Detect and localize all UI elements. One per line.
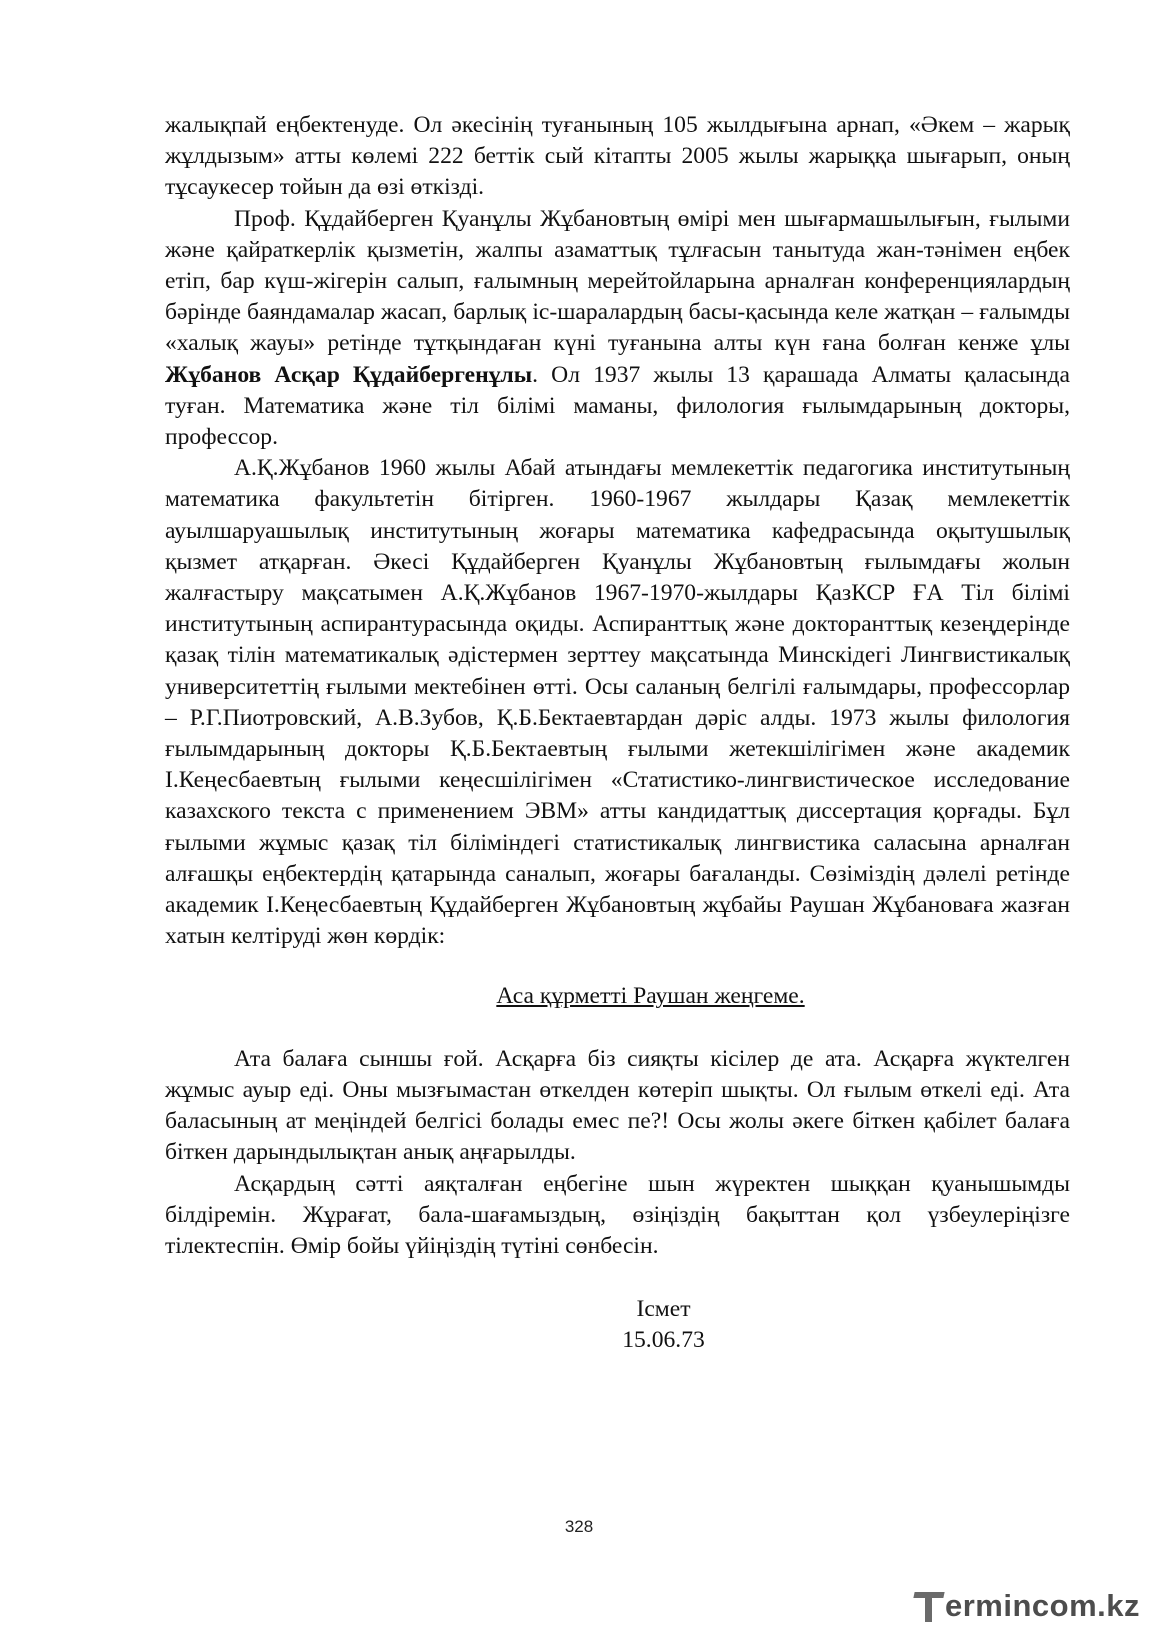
signature-date: 15.06.73 xyxy=(622,1327,705,1354)
person-name-bold: Жұбанов Асқар Құдайбергенұлы xyxy=(165,361,533,388)
paragraph-2-text-end: . Ол 1937 жылы 13 қарашада Алматы қаласында туған. Математика және тіл білімі маманы, филология ғылымдарының докторы, профессор. xyxy=(165,361,1070,451)
t-letter-logo-icon xyxy=(914,1588,944,1624)
page-number: 328 xyxy=(564,1517,594,1536)
watermark-logo xyxy=(914,1584,1140,1628)
paragraph-2-text-start: Проф. Құдайберген Қуанұлы Жұбановтың өмірі мен шығармашылығын, ғылыми және қайраткерлік қызметін, жалпы азаматтық тұлғасын танытуда жан-тәнімен еңбек етіп, бар күш-жігерін салып, ғалымның мерейтойларына арналған конференциялардың бәрінде баяндамалар жасап, барлық іс-шаралардың басы-қасында келе жатқан – ғалымды «халық жауы» ретінде тұтқындаған күні туғанына алты күн ғана болған кенже ұлы xyxy=(165,205,1070,357)
letter-title: Аса құрметті Раушан жеңгеме. xyxy=(496,983,805,1010)
signature-name: Ісмет xyxy=(636,1296,691,1323)
watermark-text: ermincom.kz xyxy=(944,1588,1140,1623)
letter-signature xyxy=(165,1294,1070,1356)
document-body xyxy=(165,110,1070,1357)
letter-paragraph-2: Асқардың сәтті аяқталған еңбегіне шын жүректен шыққан қуанышымды білдіремін. Жұрағат, бала-шағамыздың, өзіңіздің бақыттан қол үзбеулеріңізге тілектеспін. Өмір бойы үйіңіздің түтіні сөнбесін. xyxy=(165,1170,1070,1259)
paragraph-1: жалықпай еңбектенуде. Ол әкесінің туғанының 105 жылдығына арнап, «Әкем – жарық жұлдызым» атты көлемі 222 беттік сый кітапты 2005 жылы жарыққа шығарып, оның тұсаукесер тойын да өзі өткізді. xyxy=(165,112,1070,201)
letter-paragraph-1: Ата балаға сыншы ғой. Асқарға біз сияқты кісілер де ата. Асқарға жүктелген жұмыс ауыр еді. Оны мызғымастан өткелден көтеріп шықты. Ол ғылым өткелі еді. Ата баласының ат меңіндей белгісі болады емес пе?! Осы жолы әкеге біткен қабілет балаға біткен дарындылықтан анық аңғарылды. xyxy=(165,1045,1070,1166)
paragraph-2 xyxy=(165,204,1070,454)
paragraph-3: А.Қ.Жұбанов 1960 жылы Абай атындағы мемлекеттік педагогика институтының математика факультетін бітірген. 1960-1967 жылдары Қазақ мемлекеттік ауылшаруашылық институтының жоғары математика кафедрасында оқытушылық қызмет атқарған. Әкесі Құдайберген Қуанұлы Жұбановтың ғылымдағы жолын жалғастыру мақсатымен А.Қ.Жұбанов 1967-1970-жылдары ҚазКСР ҒА Тіл білімі институтының аспирантурасында оқиды. Аспиранттық және докторанттық кезеңдерінде қазақ тілін математикалық әдістермен зерттеу мақсатында Минскідегі Лингвистикалық университеттің ғылыми мектебінен өтті. Осы саланың белгілі ғалымдары, профессорлар – Р.Г.Пиотровский, А.В.Зубов, Қ.Б.Бектаевтардан дәріс алды. 1973 жылы филология ғылымдарының докторы Қ.Б.Бектаевтың ғылыми жетекшілігімен және академик І.Кеңесбаевтың ғылыми кеңесшілігімен «Статистико-лингвистическое исследование казахского текста с применением ЭВМ» атты кандидаттық диссертация қорғады. Бұл ғылыми жұмыс қазақ тіл біліміндегі статистикалық лингвистика саласына арналған алғашқы еңбектердің қатарында саналып, жоғары бағаланды. Сөзіміздің дәлелі ретінде академик І.Кеңесбаевтың Құдайберген Жұбановтың жұбайы Раушан Жұбановаға жазған хатын келтіруді жөн көрдік: xyxy=(165,455,1070,950)
